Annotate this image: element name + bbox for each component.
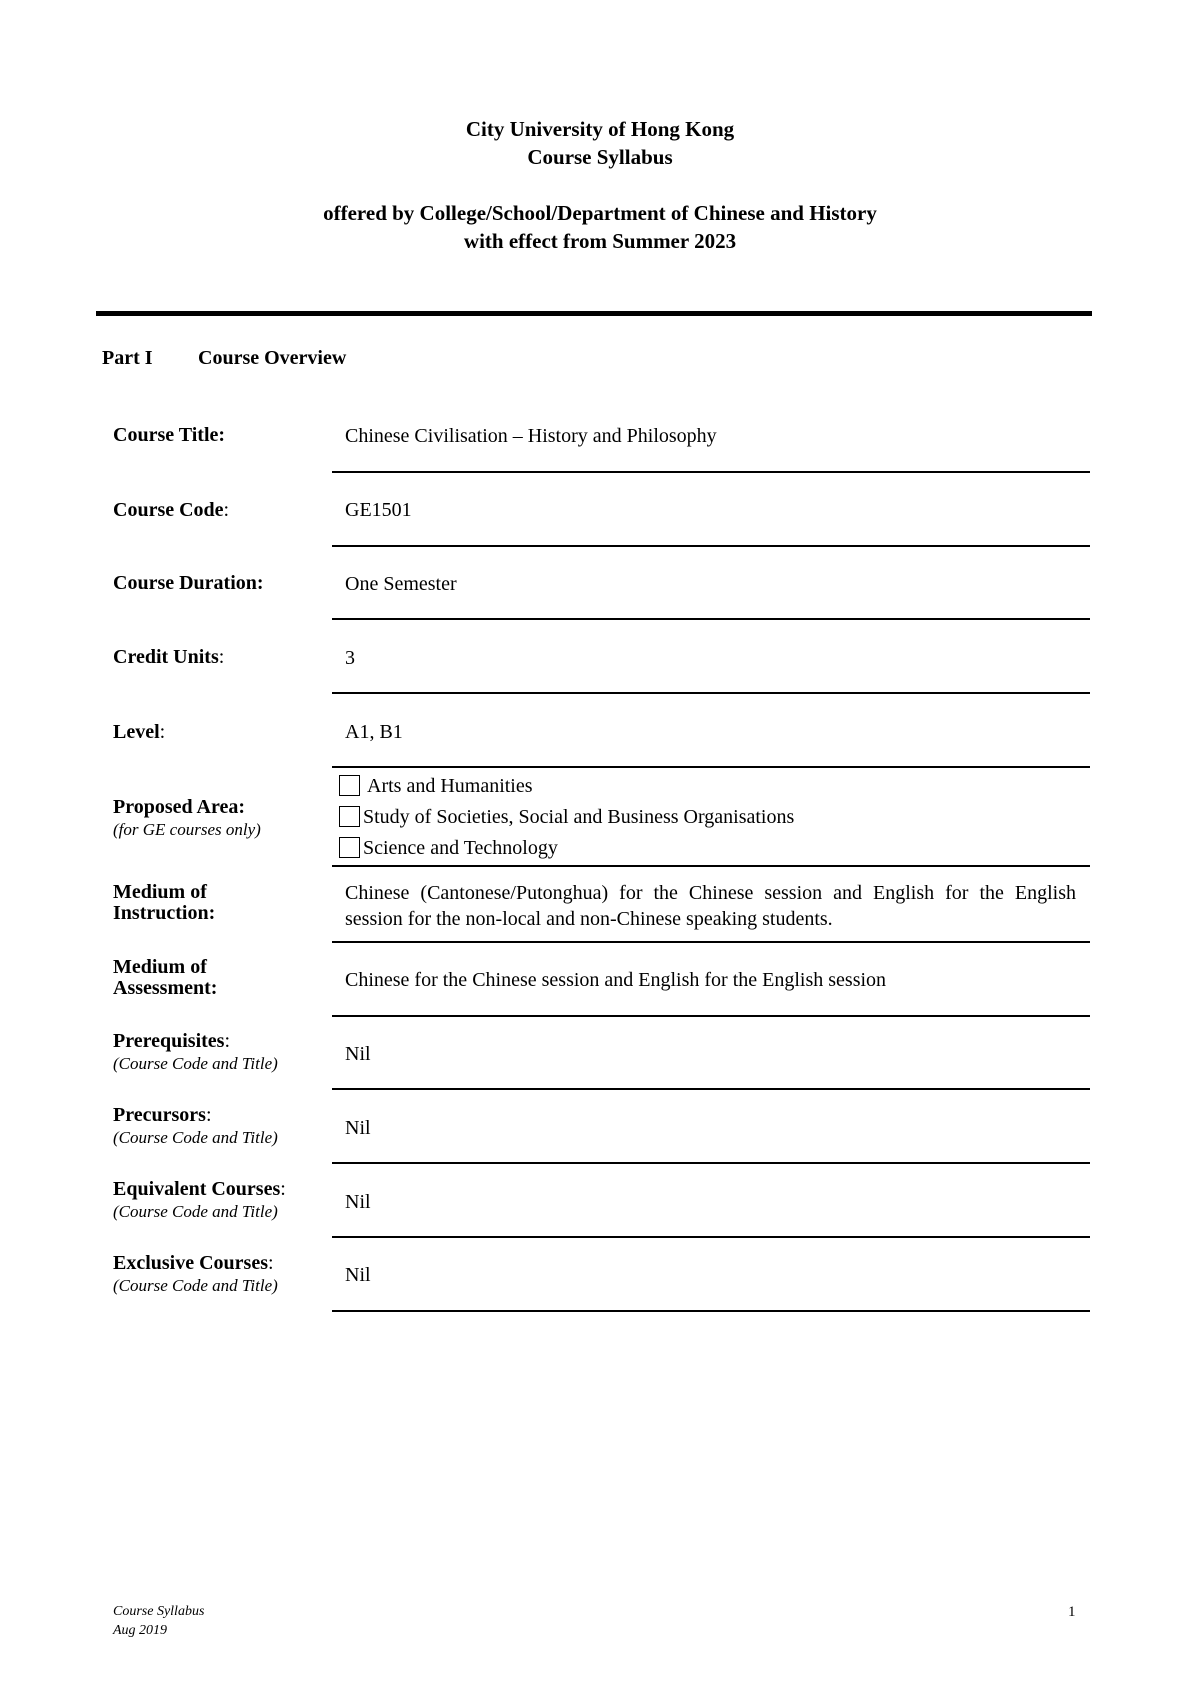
row-divider [332,1088,1090,1090]
precursors-label: Precursors: (Course Code and Title) [113,1104,278,1147]
row-divider [332,1015,1090,1017]
course-code-value: GE1501 [345,499,412,521]
credit-units-label: Credit Units: [113,646,225,668]
row-divider [332,941,1090,943]
row-divider [332,618,1090,620]
exclusive-courses-value: Nil [345,1264,371,1286]
credit-units-value: 3 [345,647,355,669]
medium-assessment-label: Medium of Assessment: [113,956,218,999]
checkbox-icon[interactable] [339,806,360,827]
proposed-area-note: (for GE courses only) [113,820,261,839]
proposed-area-options [339,770,1070,863]
part-number: Part I [102,347,153,369]
page-number: 1 [1068,1604,1076,1620]
level-label: Level: [113,721,166,743]
prerequisites-label: Prerequisites: (Course Code and Title) [113,1030,278,1073]
equivalent-courses-value: Nil [345,1191,371,1213]
medium-instruction-value: Chinese (Cantonese/Putonghua) for the Chinese session and English for the English session for the non-local and non-Chinese speaking students. [345,882,1076,930]
document-type: Course Syllabus [527,145,673,169]
checkbox-icon[interactable] [339,837,360,858]
effective-date: with effect from Summer 2023 [463,229,737,253]
equivalent-courses-label: Equivalent Courses: (Course Code and Title) [113,1178,286,1221]
course-code-label: Course Code: [113,499,230,521]
part-title: Course Overview [198,347,347,369]
course-title-label: Course Title: [113,424,226,446]
exclusive-courses-label: Exclusive Courses: (Course Code and Title) [113,1252,278,1295]
row-divider [332,471,1090,473]
area-option-label: Science and Technology [363,836,558,859]
university-name: City University of Hong Kong [465,117,735,141]
row-divider [332,1310,1090,1312]
offered-by: offered by College/School/Department of Chinese and History [323,201,877,225]
prerequisites-value: Nil [345,1043,371,1065]
footer-date: Aug 2019 [113,1623,168,1638]
course-duration-value: One Semester [345,573,457,595]
row-divider [332,865,1090,867]
row-divider [332,1236,1090,1238]
checkbox-icon[interactable] [339,775,360,796]
course-duration-label: Course Duration: [113,572,264,594]
area-option-science[interactable] [339,832,1070,863]
course-title-value: Chinese Civilisation – History and Philosophy [345,425,717,447]
row-divider [332,545,1090,547]
area-option-arts[interactable] [339,770,1070,801]
footer-doc-name: Course Syllabus [113,1604,205,1619]
precursors-value: Nil [345,1117,371,1139]
row-divider [332,1162,1090,1164]
proposed-area-label: Proposed Area: (for GE courses only) [113,797,323,842]
row-divider [332,692,1090,694]
medium-assessment-value: Chinese for the Chinese session and English for the English session [345,969,887,991]
area-option-label: Arts and Humanities [367,774,533,797]
area-option-label: Study of Societies, Social and Business Organisations [363,805,795,828]
row-divider [332,766,1090,768]
header-divider [96,311,1092,316]
medium-instruction-label: Medium of Instruction: [113,881,216,924]
area-option-societies[interactable] [339,801,1070,832]
level-value: A1, B1 [345,721,403,743]
